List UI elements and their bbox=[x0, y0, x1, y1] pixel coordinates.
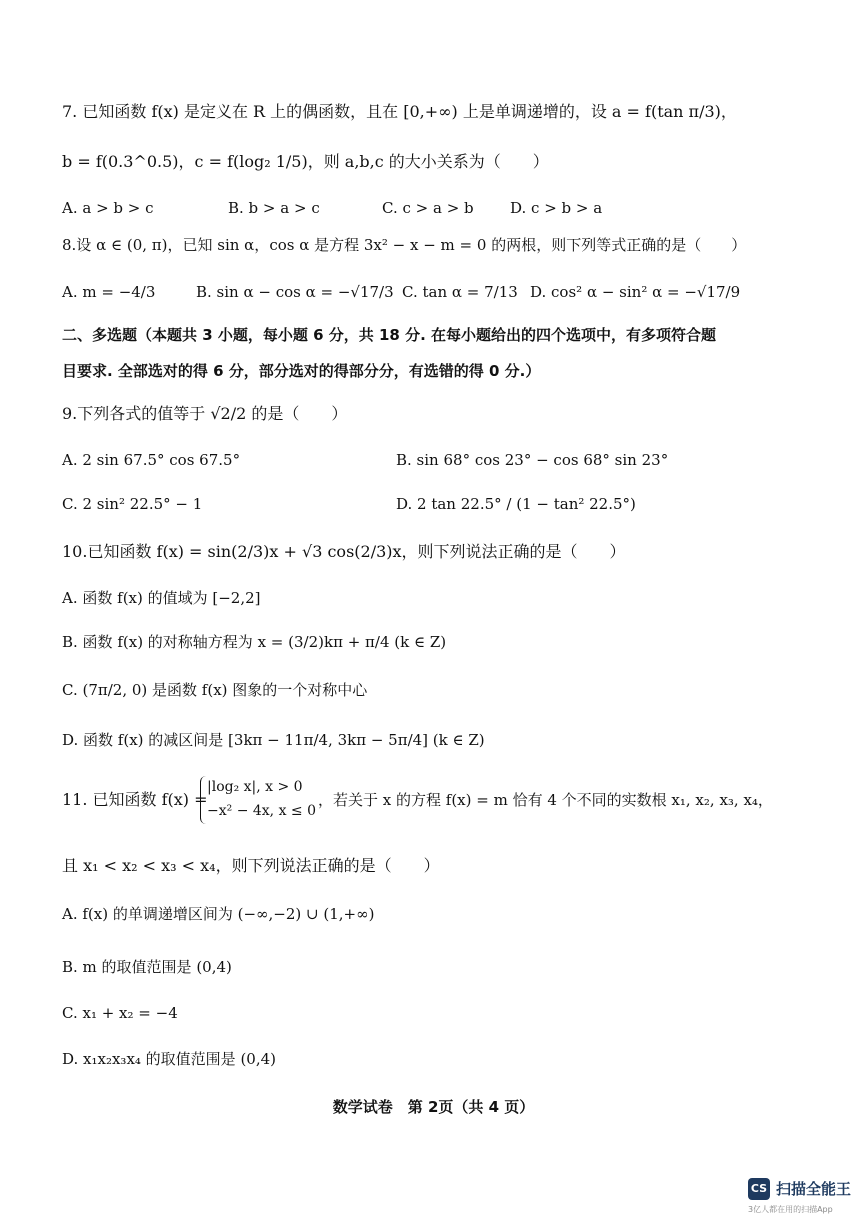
q11-option-a: A. f(x) 的单调递增区间为 (−∞,−2) ∪ (1,+∞) bbox=[62, 905, 375, 923]
q8-option-a: A. m = −4/3 bbox=[62, 283, 156, 301]
q11-piecewise-brace bbox=[200, 776, 321, 824]
q7-stem-line1: 7. 已知函数 f(x) 是定义在 R 上的偶函数，且在 [0,+∞) 上是单调递增的，设 a = f(tan π/3)， bbox=[62, 102, 737, 121]
scanner-watermark bbox=[748, 1178, 860, 1222]
section2-heading-line1: 二、多选题（本题共 3 小题，每小题 6 分，共 18 分. 在每小题给出的四个选项中，有多项符合题 bbox=[62, 326, 717, 344]
q7-stem-line2: b = f(0.3^0.5)，c = f(log₂ 1/5)，则 a,b,c 的大小关系为（ ） bbox=[62, 152, 549, 171]
q11-case-1: |log₂ x|, x > 0 bbox=[207, 779, 303, 795]
q7-option-a: A. a > b > c bbox=[62, 199, 154, 217]
q9-option-d: D. 2 tan 22.5° / (1 − tan² 22.5°) bbox=[396, 495, 636, 513]
q11-option-c: C. x₁ + x₂ = −4 bbox=[62, 1004, 178, 1022]
q11-option-d: D. x₁x₂x₃x₄ 的取值范围是 (0,4) bbox=[62, 1050, 277, 1068]
cs-logo-icon: CS bbox=[748, 1178, 770, 1200]
q10-option-b: B. 函数 f(x) 的对称轴方程为 x = (3/2)kπ + π/4 (k ∈ Z) bbox=[62, 633, 447, 651]
q10-option-c: C. (7π/2, 0) 是函数 f(x) 图象的一个对称中心 bbox=[62, 681, 368, 699]
q8-option-b: B. sin α − cos α = −√17/3 bbox=[196, 283, 394, 301]
q10-option-d: D. 函数 f(x) 的减区间是 [3kπ − 11π/4, 3kπ − 5π/4] (k ∈ Z) bbox=[62, 731, 485, 749]
scanner-app-name: 扫描全能王 bbox=[776, 1180, 852, 1198]
q10-option-a: A. 函数 f(x) 的值域为 [−2,2] bbox=[62, 589, 261, 607]
scanner-app-tagline: 3亿人都在用的扫描App bbox=[748, 1205, 833, 1214]
q11-case-2: −x² − 4x, x ≤ 0 bbox=[207, 803, 317, 819]
q9-option-a: A. 2 sin 67.5° cos 67.5° bbox=[62, 451, 241, 469]
q7-option-c: C. c > a > b bbox=[382, 199, 474, 217]
q9-option-b: B. sin 68° cos 23° − cos 68° sin 23° bbox=[396, 451, 669, 469]
page-footer: 数学试卷 第 2页（共 4 页） bbox=[332, 1098, 535, 1116]
q8-option-d: D. cos² α − sin² α = −√17/9 bbox=[530, 283, 741, 301]
q8-stem: 8.设 α ∈ (0, π)，已知 sin α，cos α 是方程 3x² − x − m = 0 的两根，则下列等式正确的是（ ） bbox=[62, 236, 747, 254]
section2-heading-line2: 目要求. 全部选对的得 6 分，部分选对的得部分分，有选错的得 0 分.） bbox=[62, 362, 541, 380]
q9-option-c: C. 2 sin² 22.5° − 1 bbox=[62, 495, 203, 513]
q10-stem: 10.已知函数 f(x) = sin(2/3)x + √3 cos(2/3)x，则下列说法正确的是（ ） bbox=[62, 542, 626, 561]
q8-option-c: C. tan α = 7/13 bbox=[402, 283, 518, 301]
q7-option-d: D. c > b > a bbox=[510, 199, 603, 217]
q9-stem: 9.下列各式的值等于 √2/2 的是（ ） bbox=[62, 404, 348, 423]
q11-stem-line2: 且 x₁ < x₂ < x₃ < x₄，则下列说法正确的是（ ） bbox=[62, 856, 440, 875]
q11-option-b: B. m 的取值范围是 (0,4) bbox=[62, 958, 232, 976]
q11-stem-prefix: 11. 已知函数 f(x) = bbox=[62, 790, 208, 809]
q11-stem-suffix: ，若关于 x 的方程 f(x) = m 恰有 4 个不同的实数根 x₁, x₂, x₃, x₄， bbox=[318, 791, 773, 809]
q7-option-b: B. b > a > c bbox=[228, 199, 320, 217]
